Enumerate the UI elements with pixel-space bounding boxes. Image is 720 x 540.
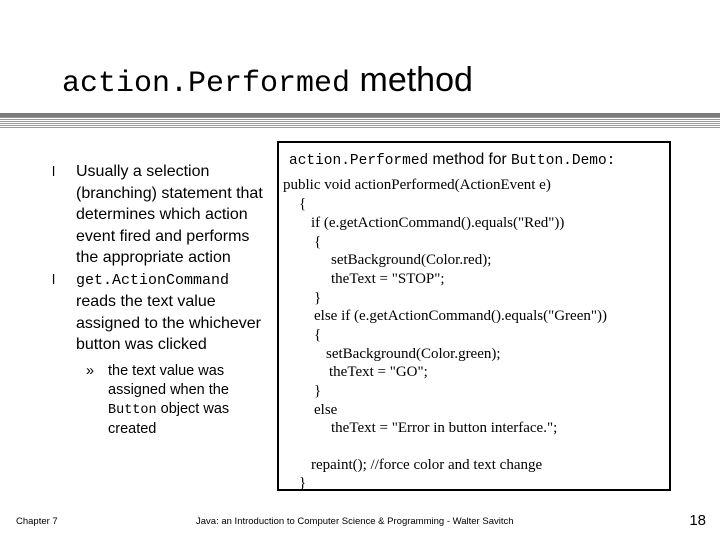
code-line: { [314, 327, 322, 343]
sub-bullet-text-after: object was created [108, 400, 230, 437]
code-line: repaint(); //force color and text change [311, 457, 543, 473]
code-line: { [314, 234, 322, 250]
sub-bullet [86, 362, 260, 439]
code-line: setBackground(Color.green); [326, 346, 501, 362]
code-example-box [277, 141, 671, 491]
bullet-symbol: l [52, 163, 56, 179]
code-line: } [314, 290, 322, 306]
code-heading-method: action.Performed [289, 153, 429, 169]
slide-title [62, 58, 473, 106]
code-line: setBackground(Color.red); [331, 252, 492, 268]
bullet-item [52, 161, 267, 269]
footer-chapter: Chapter 7 [16, 516, 58, 527]
code-line: theText = "STOP"; [331, 271, 445, 287]
title-divider-top [0, 113, 720, 117]
sub-bullet-code: Button [108, 402, 157, 418]
sub-bullet-mark: » [86, 362, 95, 379]
page-number: 18 [689, 512, 706, 529]
title-text: method [350, 61, 473, 99]
title-code: action.Performed [62, 67, 351, 101]
bullet-item [52, 269, 267, 356]
code-line: } [314, 383, 322, 399]
code-heading-colon: : [606, 153, 616, 169]
bullet-text: Usually a selection (branching) statement that determines which action event fired and performs the appropriate action [76, 163, 263, 266]
bullet-symbol: l [52, 270, 56, 287]
code-line: public void actionPerformed(ActionEvent e) [283, 177, 551, 193]
code-line: { [299, 196, 307, 212]
bullet-text: reads the text value assigned to the whichever button was clicked [76, 293, 261, 353]
bullet-code: get.ActionCommand [76, 271, 230, 289]
code-line: if (e.getActionCommand().equals("Red")) [311, 215, 565, 231]
sub-bullet-text-before: the text value was assigned when the [108, 362, 229, 398]
code-line: theText = "GO"; [329, 364, 428, 380]
code-heading-class: Button.Demo [510, 153, 607, 169]
code-line: else if (e.getActionCommand().equals("Green")) [314, 308, 607, 324]
code-heading-text: method for [428, 151, 511, 168]
code-box-heading [289, 151, 615, 169]
bullet-list [52, 161, 267, 439]
code-line: } [299, 475, 307, 491]
footer-course-title: Java: an Introduction to Computer Science & Programming - Walter Savitch [196, 516, 514, 527]
code-line: theText = "Error in button interface."; [331, 420, 558, 436]
code-line: else [314, 402, 338, 418]
